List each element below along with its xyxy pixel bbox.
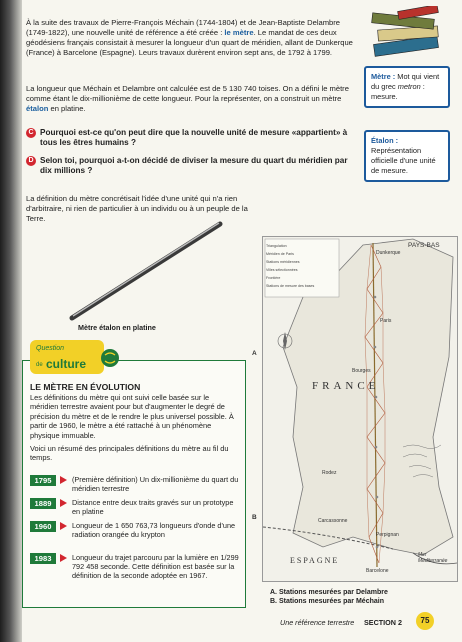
legend-item: Stations de mesure des bases [266,284,315,288]
map-note [270,588,388,606]
globe-icon [101,349,119,367]
definition-term: Étalon : [371,136,399,145]
arrow-right-icon [60,522,67,530]
map-label-france: FRANCE [312,380,380,392]
timeline-text: (Première définition) Un dix-millionième du quart du méridien terrestre [72,475,239,493]
definition-text: : mesure. [371,82,425,101]
question-text: Pourquoi est-ce qu'on peut dire que la nouvelle unité de mesure «appartient» à tous les êtres humains ? [40,128,348,147]
intro-text: . Le mandat de ces deux géodésiens français consistait à mesurer la longueur d'un quart de méridien, allant de Dunkerque (France) à Barcelone (Espagne). Leurs travaux durèrent environ sept ans, de 1792 à 1799. [26,28,353,57]
definition-box-metre [364,66,450,108]
map-city: Carcassonne [318,518,348,524]
arrow-right-icon [60,499,67,507]
intro-text: en platine. [48,104,86,113]
map-city: Bourges [352,368,371,374]
map-note-b: B. Stations mesurées par Méchain [270,598,384,605]
timeline-year: 1889 [30,498,56,509]
map-marker-b: B [252,514,257,521]
footer-title: Une référence terrestre [280,618,355,627]
definition-text: Représentation officielle d'une unité de mesure. [371,146,436,175]
footer-section: SECTION 2 [364,618,402,627]
intro-text: À la suite des travaux de Pierre-François Méchain (1744-1804) et de Jean-Baptiste Delambre (1749-1822), une nouvelle unité de référence a été créée : [26,18,341,37]
timeline-text: Distance entre deux traits gravés sur un prototype en platine [72,498,234,516]
intro-paragraph-2 [26,84,356,114]
map-marker-a: A [252,350,257,357]
map-city: Paris [380,318,392,324]
intro-paragraph-1 [26,18,356,58]
culture-title: LE MÈTRE EN ÉVOLUTION [30,382,141,392]
culture-paragraph-2: Voici un résumé des principales définitions du mètre au fil du temps. [30,444,229,463]
culture-text [30,393,238,463]
culture-paragraph-1: Les définitions du mètre qui ont suivi celle basée sur le méridien terrestre avaient pour but d'augmenter le degré de précision du mètre et de le rendre le plus universel possible. À partir de 1960, le mètre a été rattaché à un phénomène physique immuable. [30,393,234,440]
legend-item: Méridien de Paris [266,252,294,256]
logo-culture: culture [46,357,87,371]
map-city: Barcelone [366,568,389,574]
map-city: Dunkerque [376,250,401,256]
map-legend [266,242,336,290]
timeline-text: Longueur du trajet parcouru par la lumière en 1/299 792 458 seconde. Cette définition est basée sur la définition de la seconde adoptée en 1967. [72,553,239,580]
timeline-year: 1983 [30,553,56,564]
legend-item: Stations méridiennes [266,260,300,264]
question-c [26,128,361,148]
arrow-right-icon [60,554,67,562]
timeline-year: 1795 [30,475,56,486]
question-badge: C [26,128,36,138]
definition-italic: metron [397,82,421,91]
map-label-espagne: ESPAGNE [290,556,340,565]
question-text: Selon toi, pourquoi a-t-on décidé de diviser la mesure du quart du méridien par dix millions ? [40,156,348,175]
legend-item: Villes sélectionnées [266,268,298,272]
definition-text: Mot qui vient du grec [371,72,440,91]
term-metre: le mètre [224,28,254,37]
definition-paragraph: La définition du mètre concrétisait l'idée d'une unité qui n'a rien d'arbitraire, ni rien de particulier à un individu ou à un peuple de la Terre. [26,194,248,223]
map-city: Rodez [322,470,337,476]
page-number: 75 [416,612,434,630]
question-de-culture-logo [26,338,126,378]
book-binding-shadow [0,0,22,642]
logo-de: de [36,362,43,368]
timeline-text: Longueur de 1 650 763,73 longueurs d'onde d'une radiation orangée du krypton [72,521,236,539]
legend-item: Triangulation [266,244,287,248]
timeline-year: 1960 [30,521,56,532]
definition-box-etalon [364,130,450,182]
question-d [26,156,361,176]
books-illustration [368,6,448,62]
map-label-mer: Mer Méditerranée [418,552,448,564]
logo-question: Question [36,345,65,352]
map-label-pays-bas: PAYS-BAS [408,242,440,249]
metre-etalon-rod-image [66,218,226,328]
rod-caption: Mètre étalon en platine [78,323,156,332]
legend-item: Frontière [266,276,281,280]
intro-text: La longueur que Méchain et Delambre ont calculée est de 5 130 740 toises. On a défini le mètre comme étant le dix-millionième de cette longueur. Pour la représenter, on a construit un mètre [26,84,349,103]
term-etalon: étalon [26,104,49,113]
map-note-a: A. Stations mesurées par Delambre [270,589,388,596]
question-badge: D [26,156,36,166]
map-city: Perpignan [376,532,399,538]
definition-term: Mètre : [371,72,396,81]
arrow-right-icon [60,476,67,484]
